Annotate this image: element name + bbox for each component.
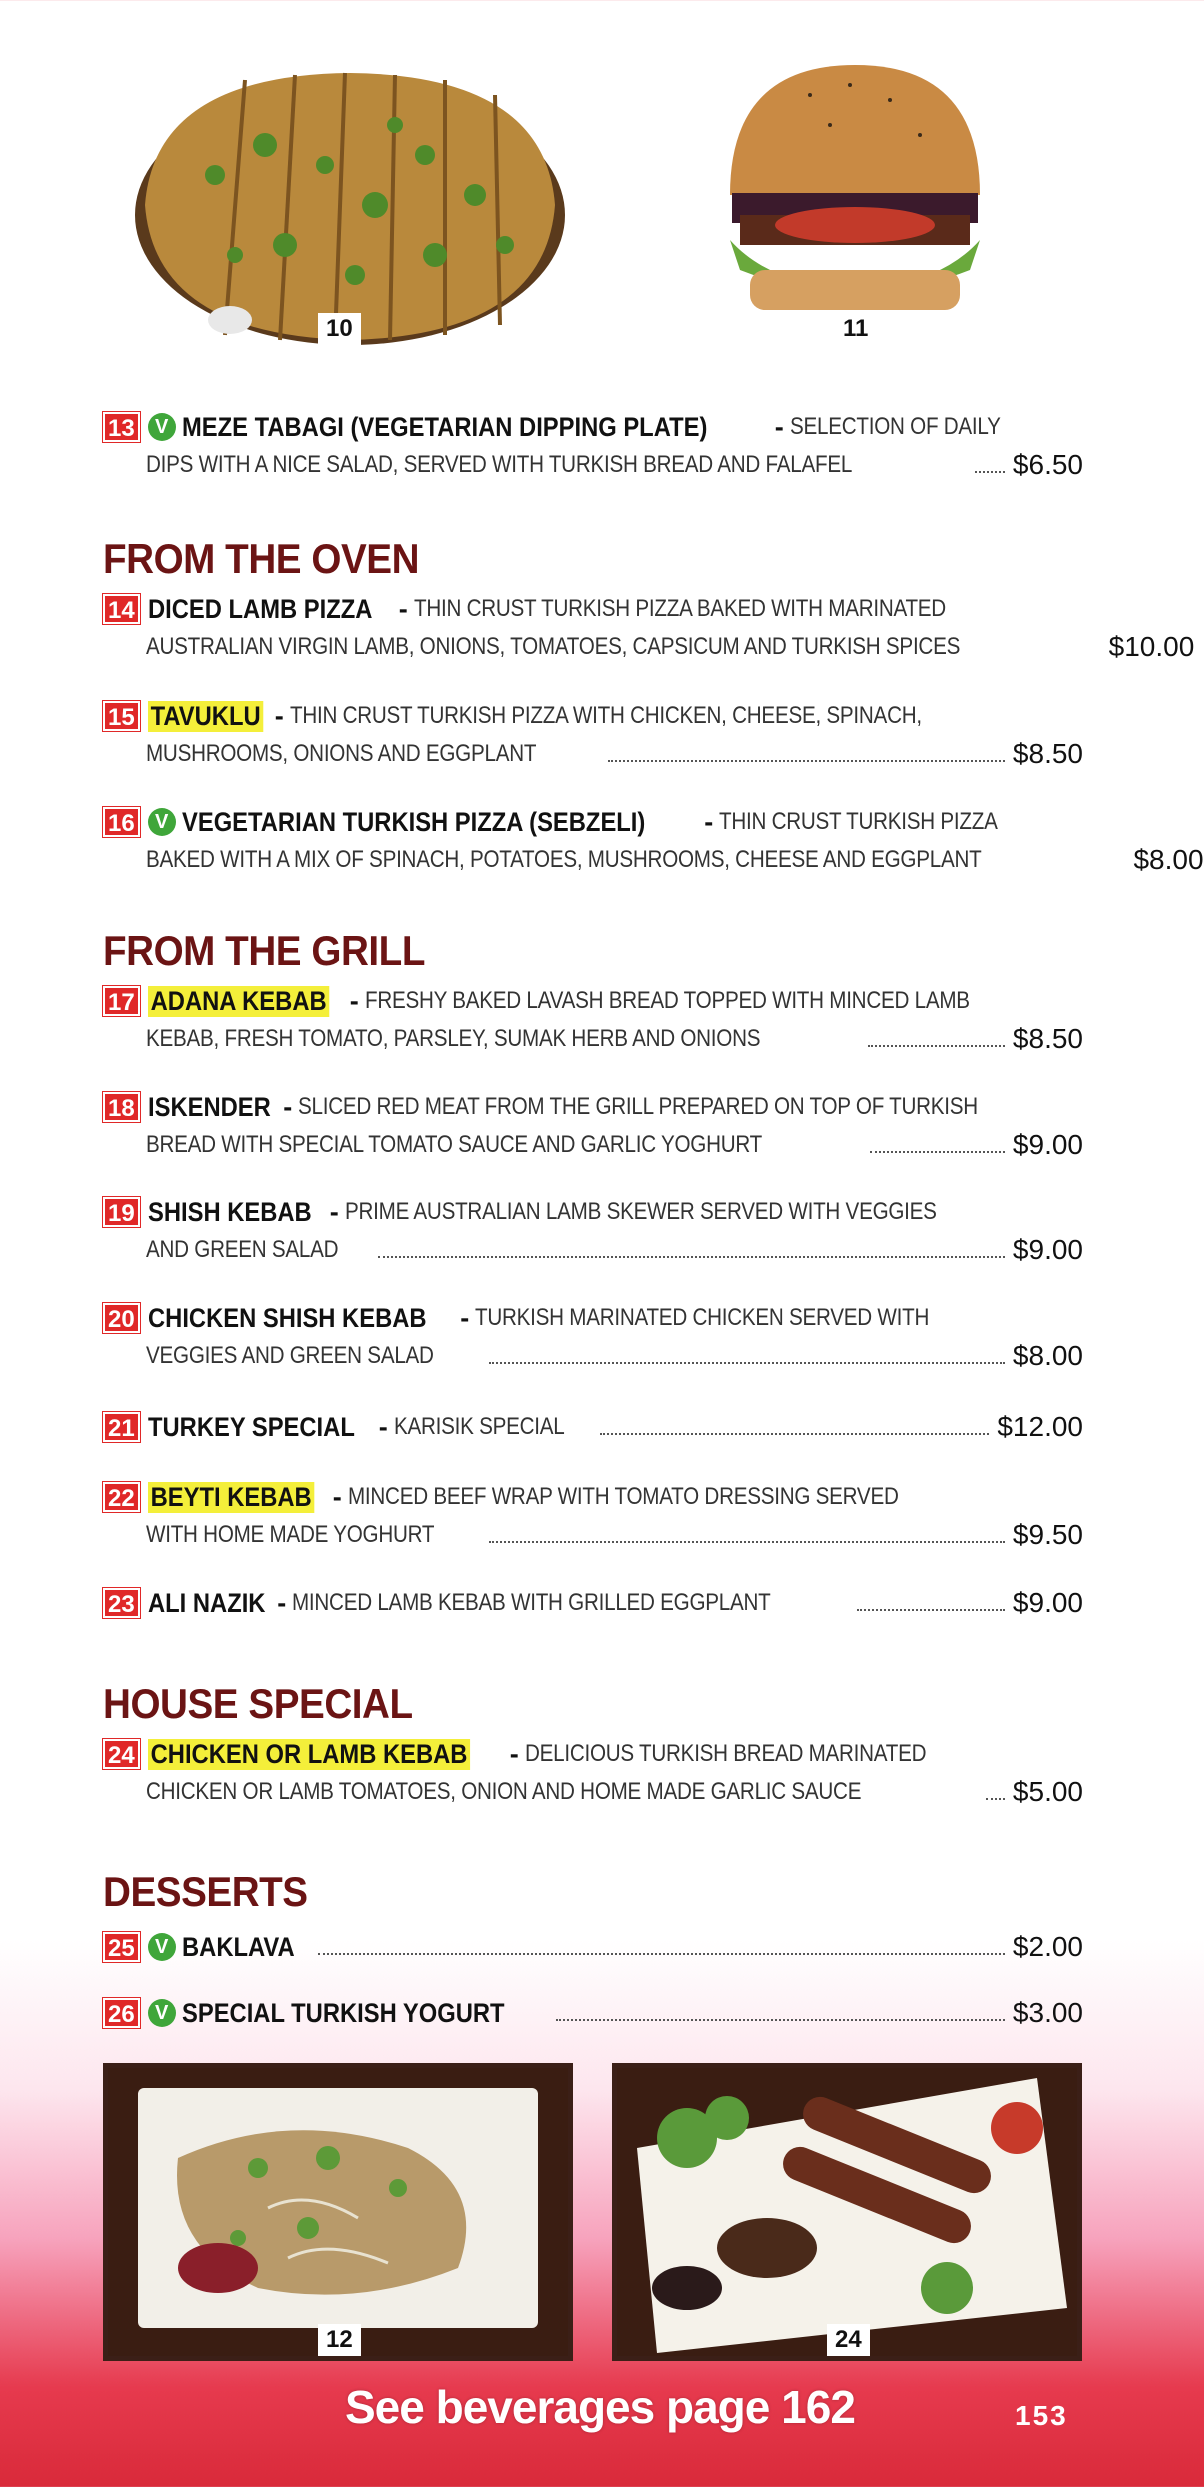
item-description: TURKISH MARINATED CHICKEN SERVED WITH [475,1304,930,1331]
item-price: $5.00 [1012,1776,1083,1807]
separator: - [274,700,284,731]
item-price: $9.00 [1012,1129,1083,1160]
item-description: MUSHROOMS, ONIONS AND EGGPLANT [146,740,537,767]
item-name: BAKLAVA [181,1931,295,1962]
item-number-badge: 22 [103,1482,140,1512]
dot-leader [489,1362,1005,1364]
item-description: AUSTRALIAN VIRGIN LAMB, ONIONS, TOMATOES, CAPSICUM AND TURKISH SPICES [146,633,961,660]
item-name: ALI NAZIK [147,1587,266,1618]
menu-item [103,1584,1083,1622]
dot-leader [868,1045,1005,1047]
separator: - [332,1481,342,1512]
item-number-badge: 19 [103,1197,140,1227]
menu-item [103,1408,1083,1446]
item-number-badge: 23 [103,1588,140,1618]
item-price: $10.00 [1108,631,1195,662]
item-description: THIN CRUST TURKISH PIZZA [719,808,998,835]
dot-leader [608,760,1005,762]
item-name: CHICKEN SHISH KEBAB [147,1302,427,1333]
separator: - [378,1411,388,1442]
dot-leader [378,1256,1005,1258]
item-name: CHICKEN OR LAMB KEBAB [148,1739,470,1770]
item-number-badge: 26 [103,1998,140,2028]
menu-item [103,408,1083,484]
photo-number-label: 10 [318,313,361,345]
item-description: THIN CRUST TURKISH PIZZA WITH CHICKEN, CHEESE, SPINACH, [289,702,922,729]
dot-leader [600,1433,989,1435]
item-name: ISKENDER [147,1091,271,1122]
separator: - [460,1302,470,1333]
item-price: $9.00 [1012,1587,1083,1618]
separator: - [329,1196,339,1227]
item-price: $8.50 [1012,1023,1083,1054]
item-description: WITH HOME MADE YOGHURT [146,1521,435,1548]
item-price: $8.00 [1133,844,1204,875]
burger-photo [720,55,990,355]
section-heading: FROM THE GRILL [103,927,425,974]
item-description: SLICED RED MEAT FROM THE GRILL PREPARED ON TOP OF TURKISH [298,1093,979,1120]
separator: - [277,1587,287,1618]
kebab-plate-photo [612,2063,1082,2361]
item-description: CHICKEN OR LAMB TOMATOES, ONION AND HOME MADE GARLIC SAUCE [146,1778,862,1805]
item-description: FRESHY BAKED LAVASH BREAD TOPPED WITH MINCED LAMB [364,987,970,1014]
dot-leader [975,471,1005,473]
photo-number-label: 12 [318,2324,361,2356]
vegetarian-icon: V [148,808,176,836]
item-price: $9.00 [1012,1234,1083,1265]
menu-item [103,697,1083,773]
item-description: THIN CRUST TURKISH PIZZA BAKED WITH MARINATED [413,595,946,622]
item-number-badge: 17 [103,986,140,1016]
item-price: $12.00 [997,1411,1083,1442]
item-name: ADANA KEBAB [148,986,329,1017]
vegetarian-icon: V [148,413,176,441]
item-price: $2.00 [1012,1931,1083,1962]
item-description: PRIME AUSTRALIAN LAMB SKEWER SERVED WITH VEGGIES [344,1198,937,1225]
salad-plate-photo [103,2063,573,2361]
item-name: SPECIAL TURKISH YOGURT [181,1997,505,2028]
menu-item [103,1928,1083,1966]
dot-leader [870,1151,1005,1153]
item-number-badge: 13 [103,412,140,442]
menu-item [103,1088,1083,1164]
dot-leader [489,1541,1005,1543]
item-name: MEZE TABAGI (VEGETARIAN DIPPING PLATE) [181,411,708,442]
item-description: VEGGIES AND GREEN SALAD [146,1342,434,1369]
dot-leader [556,2019,1005,2021]
item-number-badge: 21 [103,1412,140,1442]
separator: - [774,411,784,442]
item-description: BREAD WITH SPECIAL TOMATO SAUCE AND GARLIC YOGHURT [146,1131,762,1158]
item-number-badge: 16 [103,807,140,837]
page-number: 153 [1015,2400,1068,2431]
item-description: MINCED LAMB KEBAB WITH GRILLED EGGPLANT [292,1589,771,1616]
section-heading: HOUSE SPECIAL [103,1680,413,1727]
photo-number-label: 24 [827,2324,870,2356]
photo-number-label: 11 [835,313,876,345]
item-name: SHISH KEBAB [147,1196,312,1227]
item-description: DELICIOUS TURKISH BREAD MARINATED [524,1740,927,1767]
item-price: $6.50 [1012,449,1083,480]
separator: - [509,1738,519,1769]
item-name: VEGETARIAN TURKISH PIZZA (SEBZELI) [181,806,646,837]
item-description: BAKED WITH A MIX OF SPINACH, POTATOES, MUSHROOMS, CHEESE AND EGGPLANT [146,846,982,873]
item-description: KEBAB, FRESH TOMATO, PARSLEY, SUMAK HERB AND ONIONS [146,1025,761,1052]
vegetarian-icon: V [148,1933,176,1961]
section-heading: FROM THE OVEN [103,535,420,582]
menu-item [103,1478,1083,1554]
item-price: $8.50 [1012,738,1083,769]
separator: - [704,806,714,837]
menu-item [103,982,1083,1058]
separator: - [398,593,408,624]
item-price: $8.00 [1012,1340,1083,1371]
item-number-badge: 14 [103,594,140,624]
item-name: BEYTI KEBAB [148,1482,314,1513]
menu-item [103,803,1204,879]
menu-item [103,1735,1083,1811]
item-description: KARISIK SPECIAL [393,1413,565,1440]
item-price: $3.00 [1012,1997,1083,2028]
menu-item [103,1193,1083,1269]
item-number-badge: 25 [103,1932,140,1962]
menu-item [103,1299,1083,1375]
item-description: SELECTION OF DAILY [789,413,1001,440]
item-number-badge: 20 [103,1303,140,1333]
item-number-badge: 24 [103,1739,140,1769]
item-name: TURKEY SPECIAL [147,1411,355,1442]
item-name: DICED LAMB PIZZA [147,593,373,624]
separator: - [349,985,359,1016]
item-number-badge: 18 [103,1092,140,1122]
item-number-badge: 15 [103,701,140,731]
item-name: TAVUKLU [148,701,263,732]
item-description: DIPS WITH A NICE SALAD, SERVED WITH TURKISH BREAD AND FALAFEL [146,451,853,478]
dot-leader [318,1953,1005,1955]
item-price: $9.50 [1012,1519,1083,1550]
section-heading: DESSERTS [103,1868,308,1915]
dot-leader [986,1798,1005,1800]
item-description: MINCED BEEF WRAP WITH TOMATO DRESSING SERVED [347,1483,899,1510]
pide-photo [125,55,575,355]
menu-item [103,1994,1083,2032]
dot-leader [857,1609,1005,1611]
item-description: AND GREEN SALAD [146,1236,339,1263]
menu-item [103,590,1195,666]
separator: - [283,1091,293,1122]
beverages-reference: See beverages page 162 [345,2381,855,2433]
vegetarian-icon: V [148,1999,176,2027]
